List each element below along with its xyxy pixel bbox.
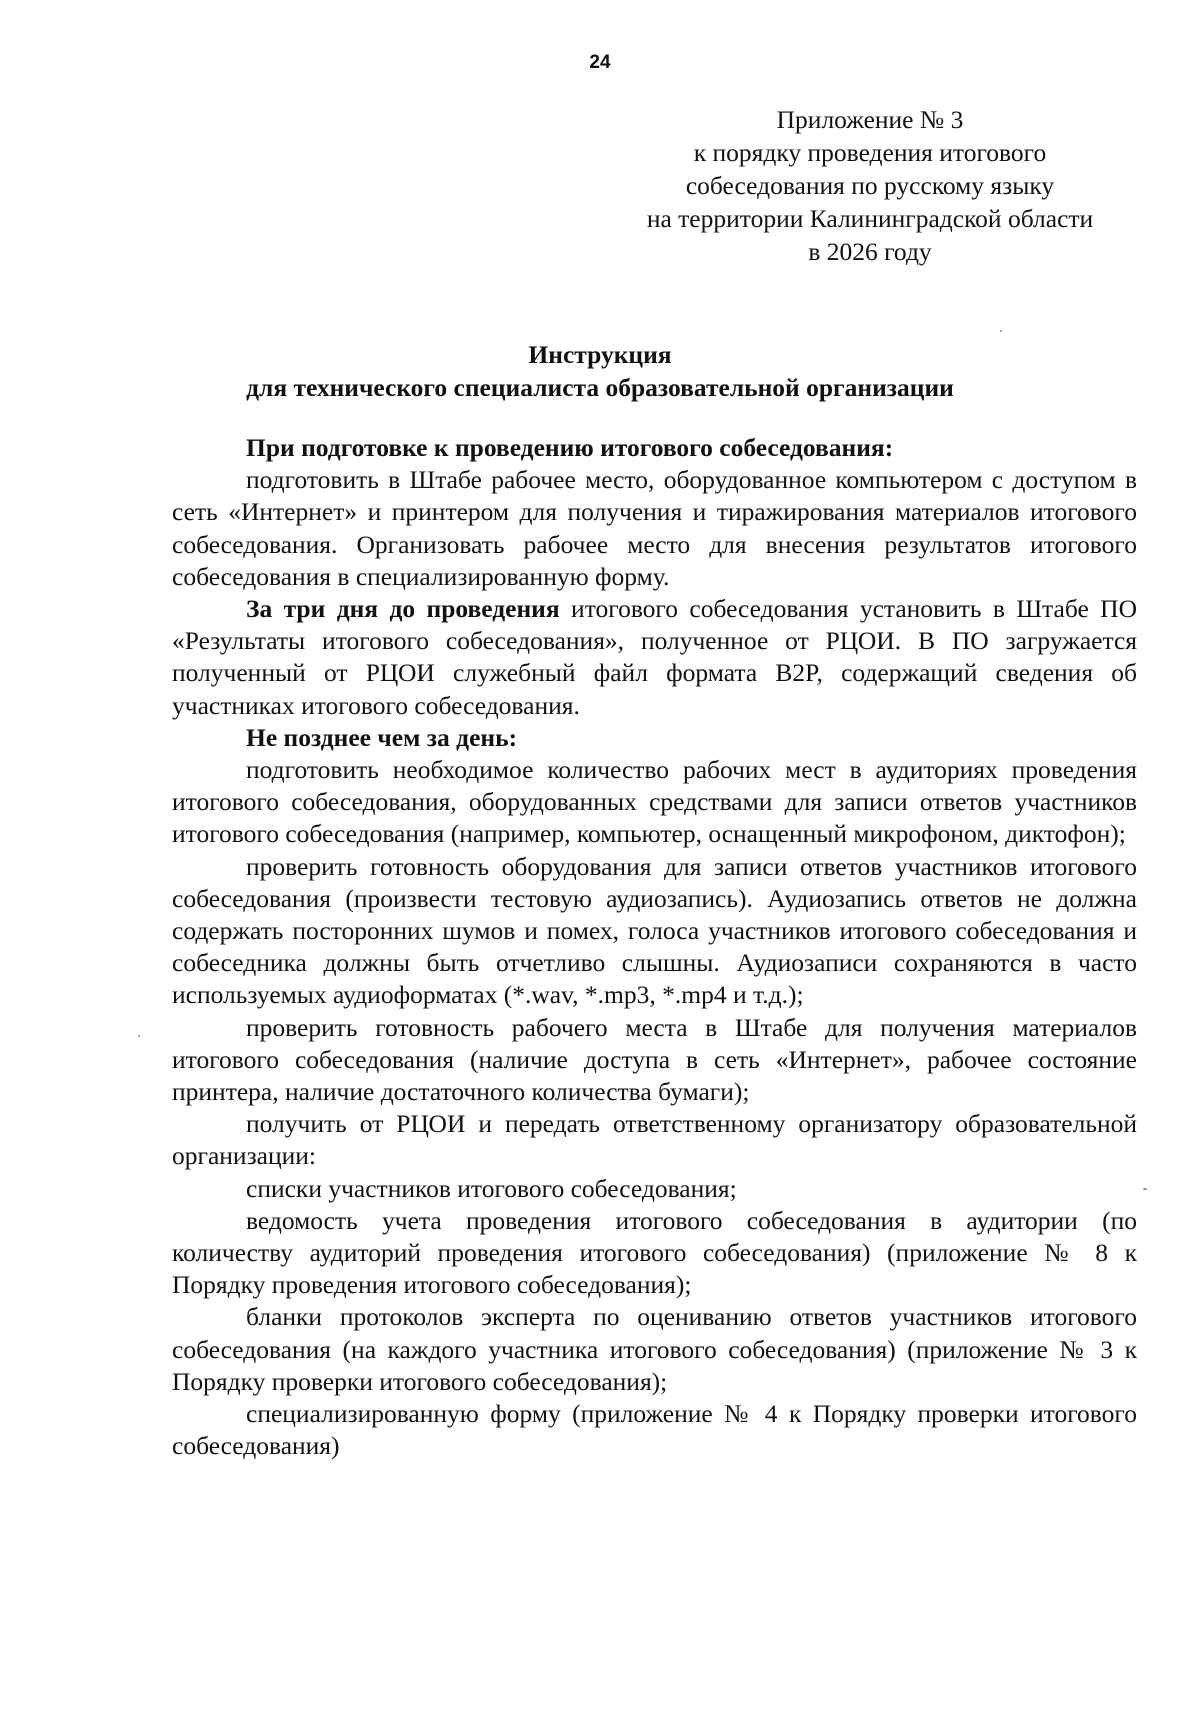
- appendix-line: в 2026 году: [808, 237, 932, 266]
- document-heading: [80, 338, 1120, 404]
- list-item: получить от РЦОИ и передать ответственному организатору образовательной организации:: [172, 1109, 1137, 1171]
- list-item: подготовить необходимое количество рабочих мест в аудиториях проведения итогового собеседования, оборудованных средствами для записи ответов участников итогового собеседования (например, компьютер, оснащенный микрофоном, диктофон);: [172, 755, 1137, 849]
- heading-title: Инструкция: [528, 340, 672, 369]
- three-days-bold: За три дня до проведения: [246, 594, 560, 624]
- scan-speck: [1000, 330, 1002, 332]
- paragraph-three-days: [172, 593, 1137, 722]
- scan-speck: [1143, 1188, 1147, 1190]
- page-number: 24: [589, 52, 611, 73]
- appendix-line: к порядку проведения итогового: [693, 138, 1047, 167]
- appendix-line: на территории Калининградской области: [646, 204, 1094, 233]
- scan-speck: [138, 1035, 140, 1037]
- three-days-text: итогового собеседования установить в Штабе ПО «Результаты итогового собеседования», полученное от РЦОИ. В ПО загружается полученный от РЦОИ служебный файл формата B2P, содержащий сведения об участниках итогового собеседования.: [172, 594, 1138, 720]
- appendix-block: [600, 103, 1140, 268]
- section-heading-preparation: При подготовке к проведению итогового собеседования:: [246, 433, 894, 462]
- list-item: ведомость учета проведения итогового собеседования в аудитории (по количеству аудиторий проведения итогового собеседования) (приложение № 8 к Порядку проведения итогового собеседования);: [172, 1205, 1137, 1300]
- list-item: списки участников итогового собеседования;: [246, 1173, 737, 1203]
- section-heading-day-before: Не позднее чем за день:: [246, 722, 518, 752]
- heading-subtitle: для технического специалиста образовательной организации: [246, 373, 954, 402]
- list-item: специализированную форму (приложение № 4 к Порядку проверки итогового собеседования): [172, 1399, 1137, 1461]
- list-item: проверить готовность оборудования для записи ответов участников итогового собеседования (произвести тестовую аудиозапись). Аудиозапись ответов не должна содержать посторонних шумов и помех, голоса участников итогового собеседования и собеседника должны быть отчетливо слышны. Аудиозаписи сохраняются в часто используемых аудиоформатах (*.wav, *.mp3, *.mp4 и т.д.);: [172, 851, 1137, 1010]
- list-item: бланки протоколов эксперта по оцениванию ответов участников итогового собеседования (на каждого участника итогового собеседования) (приложение № 3 к Порядку проверки итогового собеседования);: [172, 1302, 1137, 1396]
- appendix-line: Приложение № 3: [776, 105, 964, 134]
- list-item: проверить готовность рабочего места в Штабе для получения материалов итогового собеседования (наличие доступа в сеть «Интернет», рабочее состояние принтера, наличие достаточного количества бумаги);: [172, 1012, 1137, 1107]
- appendix-line: собеседования по русскому языку: [685, 171, 1055, 200]
- document-body: [172, 432, 1137, 1463]
- paragraph-preparation: подготовить в Штабе рабочее место, оборудованное компьютером с доступом в сеть «Интернет» и принтером для получения и тиражирования материалов итогового собеседования. Организовать рабочее место для внесения результатов итогового собеседования в специализированную форму.: [172, 465, 1137, 591]
